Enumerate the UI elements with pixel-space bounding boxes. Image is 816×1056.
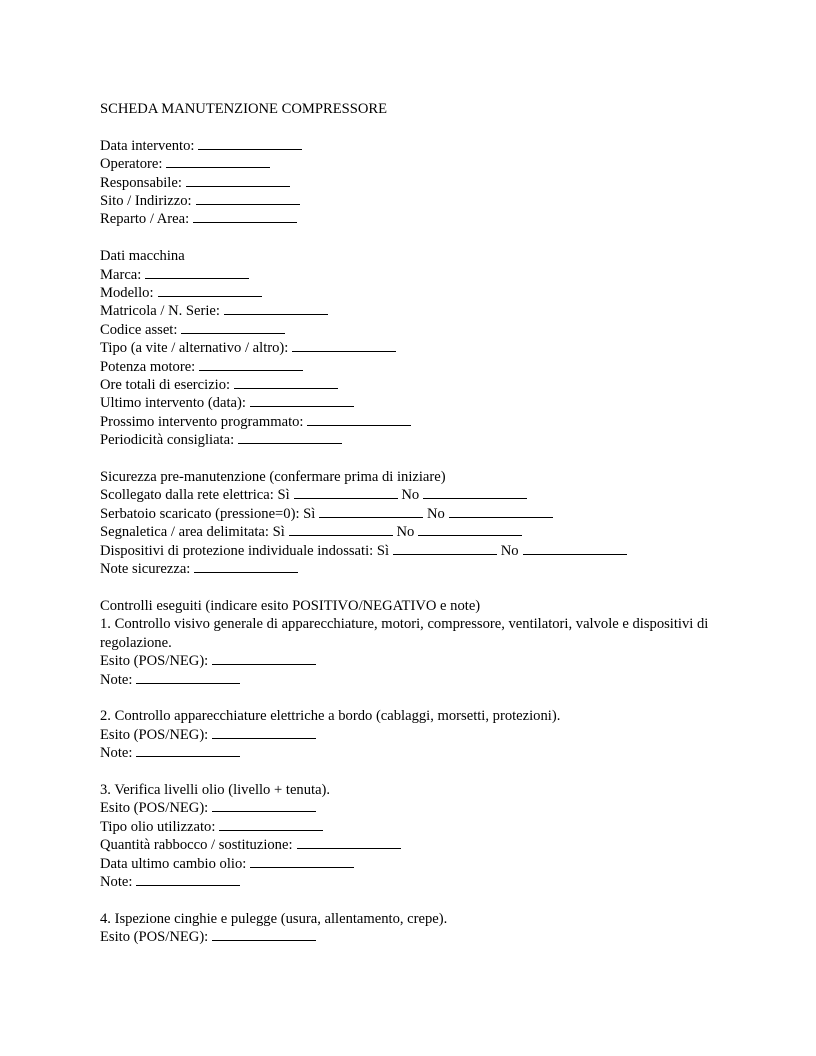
blank-field[interactable] [145,266,249,279]
check-3-data-cambio: Data ultimo cambio olio: [100,855,720,873]
section-heading-safety: Sicurezza pre-manutenzione (confermare prima di iniziare) [100,469,446,486]
blank-field[interactable] [224,302,328,315]
field-periodicita: Periodicità consigliata: [100,431,720,449]
spacer [100,450,720,468]
blank-field[interactable] [158,284,262,297]
check-3-note: Note: [100,873,720,891]
spacer [100,891,720,909]
blank-field[interactable] [297,836,401,849]
blank-field-no[interactable] [423,486,527,499]
blank-field[interactable] [250,394,354,407]
field-data-intervento: Data intervento: [100,137,720,155]
blank-field[interactable] [238,431,342,444]
safety-item: Dispositivi di protezione individuale indossati: Sì No [100,542,720,560]
blank-field-yes[interactable] [393,542,497,555]
blank-field[interactable] [196,192,300,205]
check-1-esito: Esito (POS/NEG): [100,652,720,670]
field-marca: Marca: [100,266,720,284]
spacer [100,579,720,597]
blank-field[interactable] [219,818,323,831]
check-4-esito: Esito (POS/NEG): [100,928,720,946]
field-modello: Modello: [100,284,720,302]
field-operatore: Operatore: [100,155,720,173]
check-2-note: Note: [100,744,720,762]
field-responsabile: Responsabile: [100,174,720,192]
check-2-text: 2. Controllo apparecchiature elettriche a bordo (cablaggi, morsetti, protezioni). [100,708,561,725]
form-title: SCHEDA MANUTENZIONE COMPRESSORE [100,101,388,117]
blank-field[interactable] [136,744,240,757]
field-matricola: Matricola / N. Serie: [100,302,720,320]
blank-field[interactable] [307,413,411,426]
blank-field[interactable] [199,358,303,371]
spacer [100,118,720,136]
blank-field-yes[interactable] [294,486,398,499]
check-1-text: 1. Controllo visivo generale di apparecchiature, motori, compressore, ventilatori, valvole e dispositivi di regolazione. [100,616,709,651]
blank-field[interactable] [212,799,316,812]
field-codice-asset: Codice asset: [100,321,720,339]
blank-field[interactable] [212,652,316,665]
blank-field[interactable] [181,321,285,334]
field-ore: Ore totali di esercizio: [100,376,720,394]
field-reparto: Reparto / Area: [100,210,720,228]
blank-field-no[interactable] [523,542,627,555]
check-1-note: Note: [100,671,720,689]
field-prossimo-intervento: Prossimo intervento programmato: [100,413,720,431]
check-2-esito: Esito (POS/NEG): [100,726,720,744]
blank-field-no[interactable] [418,523,522,536]
spacer [100,689,720,707]
maintenance-form [100,100,720,947]
safety-item: Scollegato dalla rete elettrica: Sì No [100,486,720,504]
spacer [100,229,720,247]
blank-field[interactable] [166,155,270,168]
safety-item: Segnaletica / area delimitata: Sì No [100,523,720,541]
blank-field[interactable] [186,174,290,187]
blank-field[interactable] [250,855,354,868]
blank-field[interactable] [212,726,316,739]
check-3-text: 3. Verifica livelli olio (livello + tenuta). [100,781,331,798]
field-sito: Sito / Indirizzo: [100,192,720,210]
blank-field[interactable] [292,339,396,352]
field-tipo: Tipo (a vite / alternativo / altro): [100,339,720,357]
check-3-esito: Esito (POS/NEG): [100,799,720,817]
blank-field[interactable] [212,928,316,941]
section-heading-machine: Dati macchina [100,248,185,265]
blank-field[interactable] [194,560,298,573]
safety-item: Serbatoio scaricato (pressione=0): Sì No [100,505,720,523]
blank-field[interactable] [198,137,302,150]
check-4-text: 4. Ispezione cinghie e pulegge (usura, allentamento, crepe). [100,910,448,927]
field-ultimo-intervento: Ultimo intervento (data): [100,394,720,412]
field-potenza: Potenza motore: [100,358,720,376]
field-note-sicurezza: Note sicurezza: [100,560,720,578]
blank-field[interactable] [193,210,297,223]
check-3-quantita: Quantità rabbocco / sostituzione: [100,836,720,854]
section-heading-checks: Controlli eseguiti (indicare esito POSITIVO/NEGATIVO e note) [100,597,481,614]
blank-field[interactable] [136,873,240,886]
spacer [100,763,720,781]
check-3-tipo-olio: Tipo olio utilizzato: [100,818,720,836]
blank-field-yes[interactable] [289,523,393,536]
blank-field-yes[interactable] [319,505,423,518]
blank-field[interactable] [234,376,338,389]
blank-field-no[interactable] [449,505,553,518]
blank-field[interactable] [136,671,240,684]
